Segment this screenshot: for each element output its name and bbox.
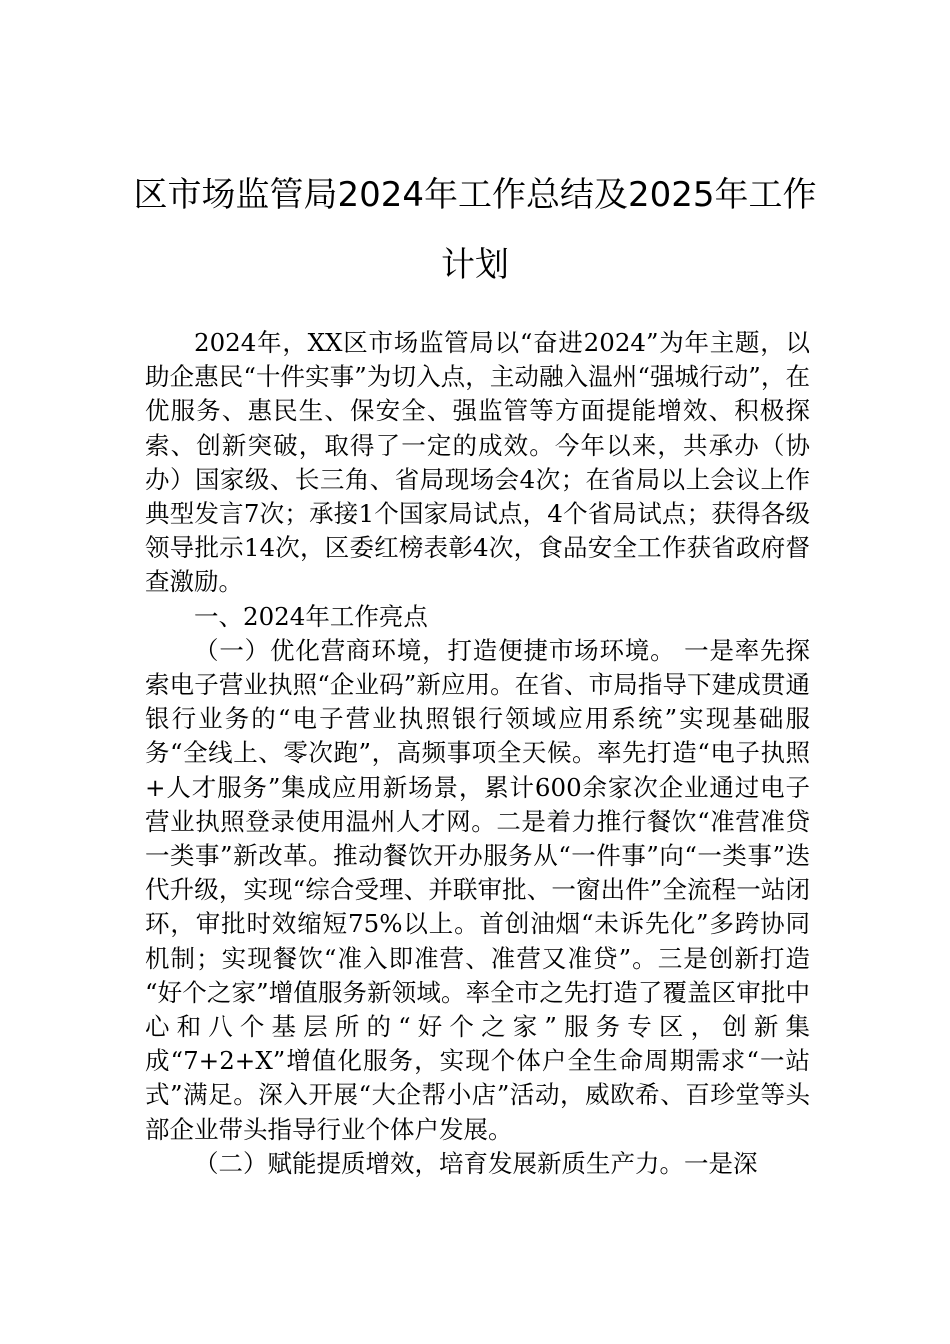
paragraph-quality-efficiency: （二）赋能提质增效，培育发展新质生产力。一是深 bbox=[194, 1148, 758, 1178]
paragraph-business-environment: （一）优化营商环境，打造便捷市场环境。 一是率先探索电子营业执照“企业码”新应用。在省、市局指导下建成贯通银行业务的“电子营业执照银行领域应用系统”实现基础服务“全线上、零次跑”，高频事项全天候。率先打造“电子执照+人才服务”集成应用新场景，累计600余家次企业通过电子营业执照登录使用温州人才网。二是着力推行餐饮“准营准贷一类事”新改革。推动餐饮开办服务从“一件事”向“一类事”迭代升级，实现“综合受理、并联审批、一窗出件”全流程一站闭环，审批时效缩短75%以上。首创油烟“未诉先化”多跨协同机制；实现餐饮“准入即准营、准营又准贷”。三是创新打造 “好个之家”增值服务新领域。率全市之先打造了覆盖区审批中心和八个基层所的“好个之家”服务专区，创新集成“7+2+X”增值化服务，实现个体户全生命周期需求“一站式”满足。深入开展“大企帮小店”活动，威欧希、百珍堂等头部企业带头指导行业个体户发展。 bbox=[145, 635, 810, 1144]
intro-paragraph: 2024年，XX区市场监管局以“奋进2024”为年主题，以助企惠民“十件实事”为切入点，主动融入温州“强城行动”，在优服务、惠民生、保安全、强监管等方面提能增效、积极探索、创新突破，取得了一定的成效。今年以来，共承办（协办）国家级、长三角、省局现场会4次；在省局以上会议上作典型发言7次；承接1个国家局试点，4个省局试点；获得各级领导批示14次，区委红榜表彰4次，食品安全工作获省政府督查激励。 bbox=[145, 328, 810, 597]
section-heading-highlights: 一、2024年工作亮点 bbox=[194, 601, 428, 631]
document-title: 区市场监管局2024年工作总结及2025年工作计划 bbox=[133, 175, 817, 285]
document-body bbox=[145, 326, 810, 1181]
